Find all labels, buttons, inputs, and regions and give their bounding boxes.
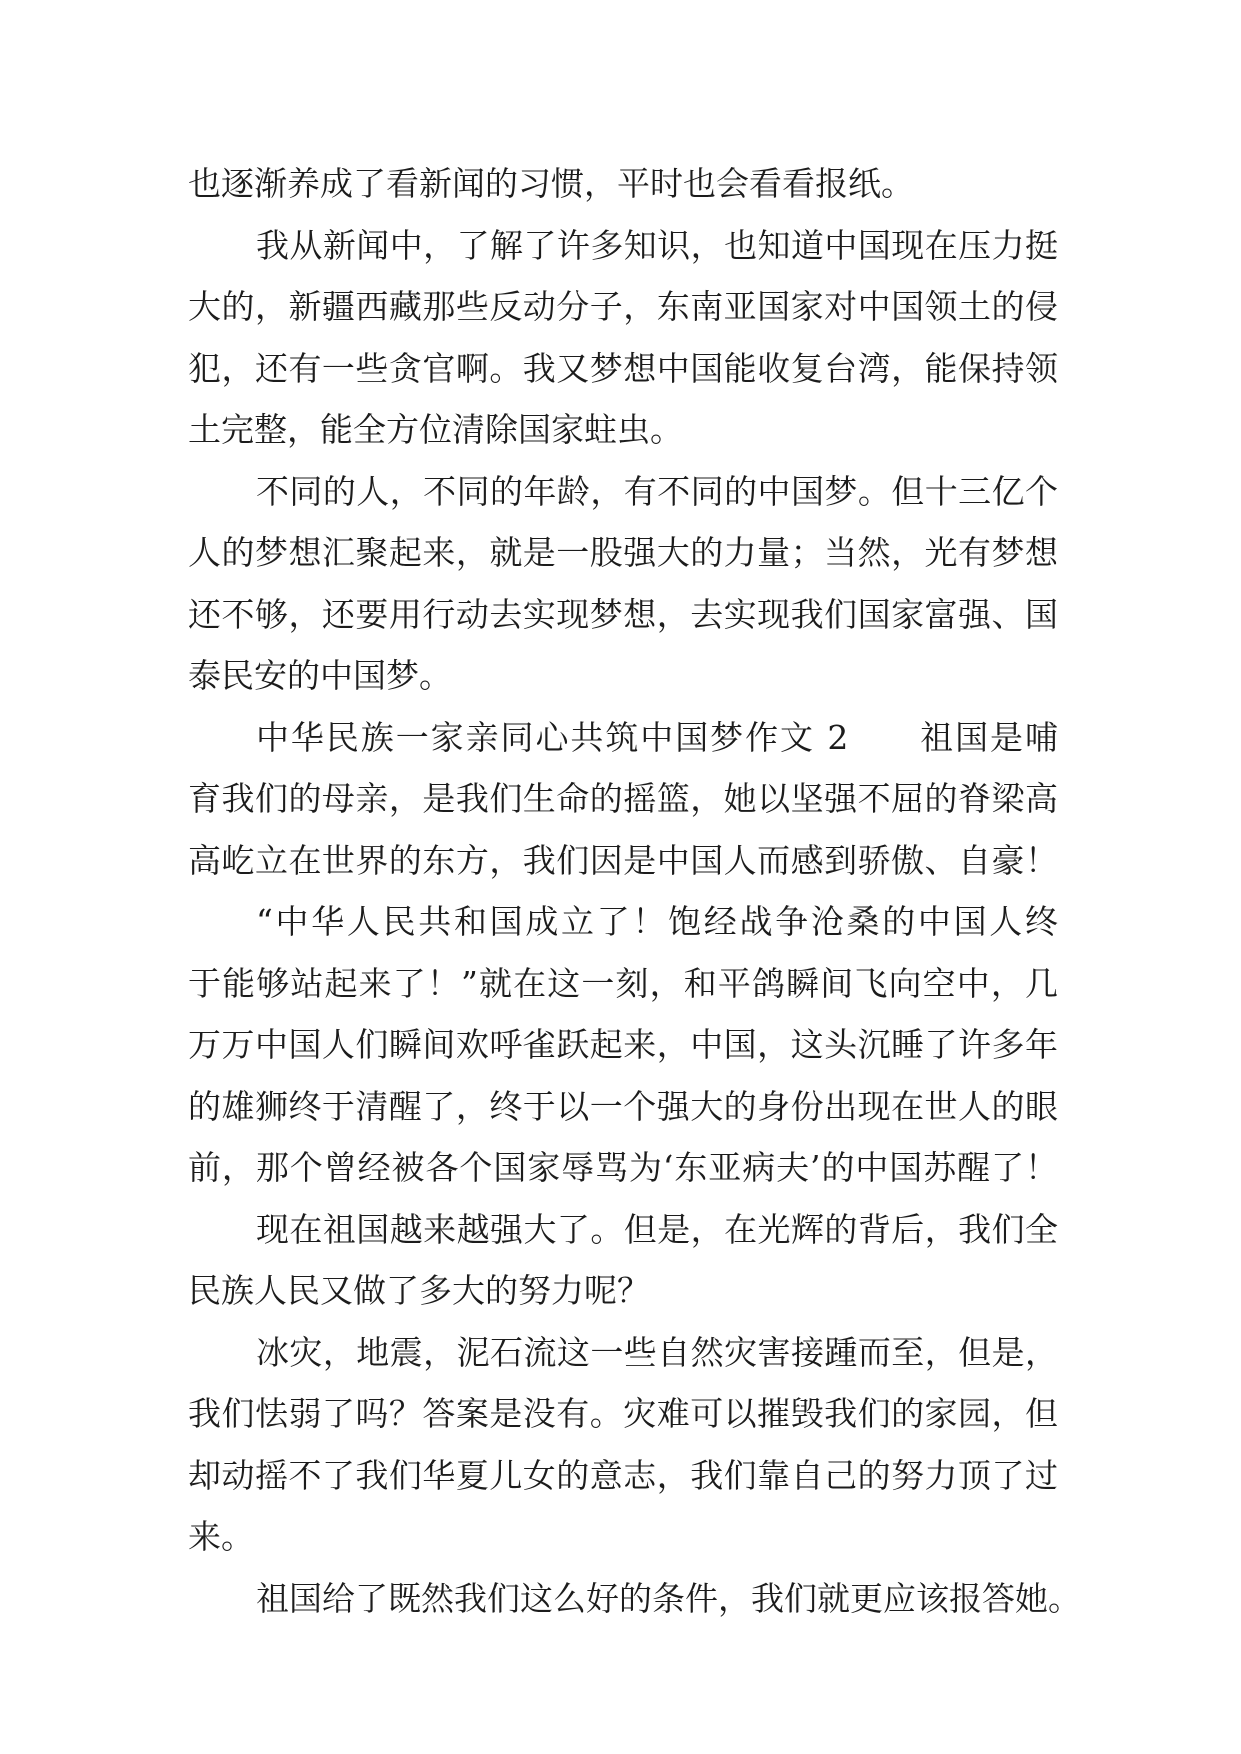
text-line: 我从新闻中，了解了许多知识，也知道中国现在压力挺: [256, 225, 1058, 265]
text-line: 育我们的母亲，是我们生命的摇篮，她以坚强不屈的脊梁高: [188, 779, 1058, 818]
text-line: 现在祖国越来越强大了。但是，在光辉的背后，我们全: [256, 1209, 1058, 1249]
text-line: 土完整，能全方位清除国家蛀虫。: [188, 410, 683, 449]
text-line: 万万中国人们瞬间欢呼雀跃起来，中国，这头沉睡了许多年: [188, 1025, 1058, 1064]
text-line: 却动摇不了我们华夏儿女的意志，我们靠自己的努力顶了过: [188, 1455, 1058, 1495]
text-line: 民族人民又做了多大的努力呢？: [188, 1271, 650, 1310]
text-line: 犯，还有一些贪官啊。我又梦想中国能收复台湾，能保持领: [188, 348, 1058, 388]
text-line: 前，那个曾经被各个国家辱骂为‘东亚病夫’的中国苏醒了！: [188, 1148, 1058, 1187]
body-text: [188, 153, 1081, 1629]
text-line: 于能够站起来了！”就在这一刻，和平鸽瞬间飞向空中，几: [188, 963, 1058, 1003]
text-line: “中华人民共和国成立了！饱经战争沧桑的中国人终: [256, 902, 1058, 941]
text-line: 大的，新疆西藏那些反动分子，东南亚国家对中国领土的侵: [188, 287, 1058, 326]
text-line: 高屹立在世界的东方，我们因是中国人而感到骄傲、自豪！: [188, 840, 1058, 880]
text-line: 来。: [188, 1517, 254, 1556]
text-line: 也逐渐养成了看新闻的习惯，平时也会看看报纸。: [188, 164, 914, 203]
text-line: 的雄狮终于清醒了，终于以一个强大的身份出现在世人的眼: [188, 1086, 1058, 1126]
text-line: 人的梦想汇聚起来，就是一股强大的力量；当然，光有梦想: [188, 533, 1058, 572]
text-line: 冰灾，地震，泥石流这一些自然灾害接踵而至，但是，: [256, 1332, 1058, 1372]
text-line: 祖国给了既然我们这么好的条件，我们就更应该报答她。: [256, 1578, 1081, 1618]
text-line: 我们怯弱了吗？答案是没有。灾难可以摧毁我们的家园，但: [188, 1394, 1058, 1433]
text-line: 泰民安的中国梦。: [188, 656, 452, 695]
text-line: 不同的人，不同的年龄，有不同的中国梦。但十三亿个: [256, 471, 1058, 511]
text-line: 还不够，还要用行动去实现梦想，去实现我们国家富强、国: [188, 594, 1058, 634]
text-line: 中华民族一家亲同心共筑中国梦作文 2 祖国是哺: [256, 717, 1058, 757]
